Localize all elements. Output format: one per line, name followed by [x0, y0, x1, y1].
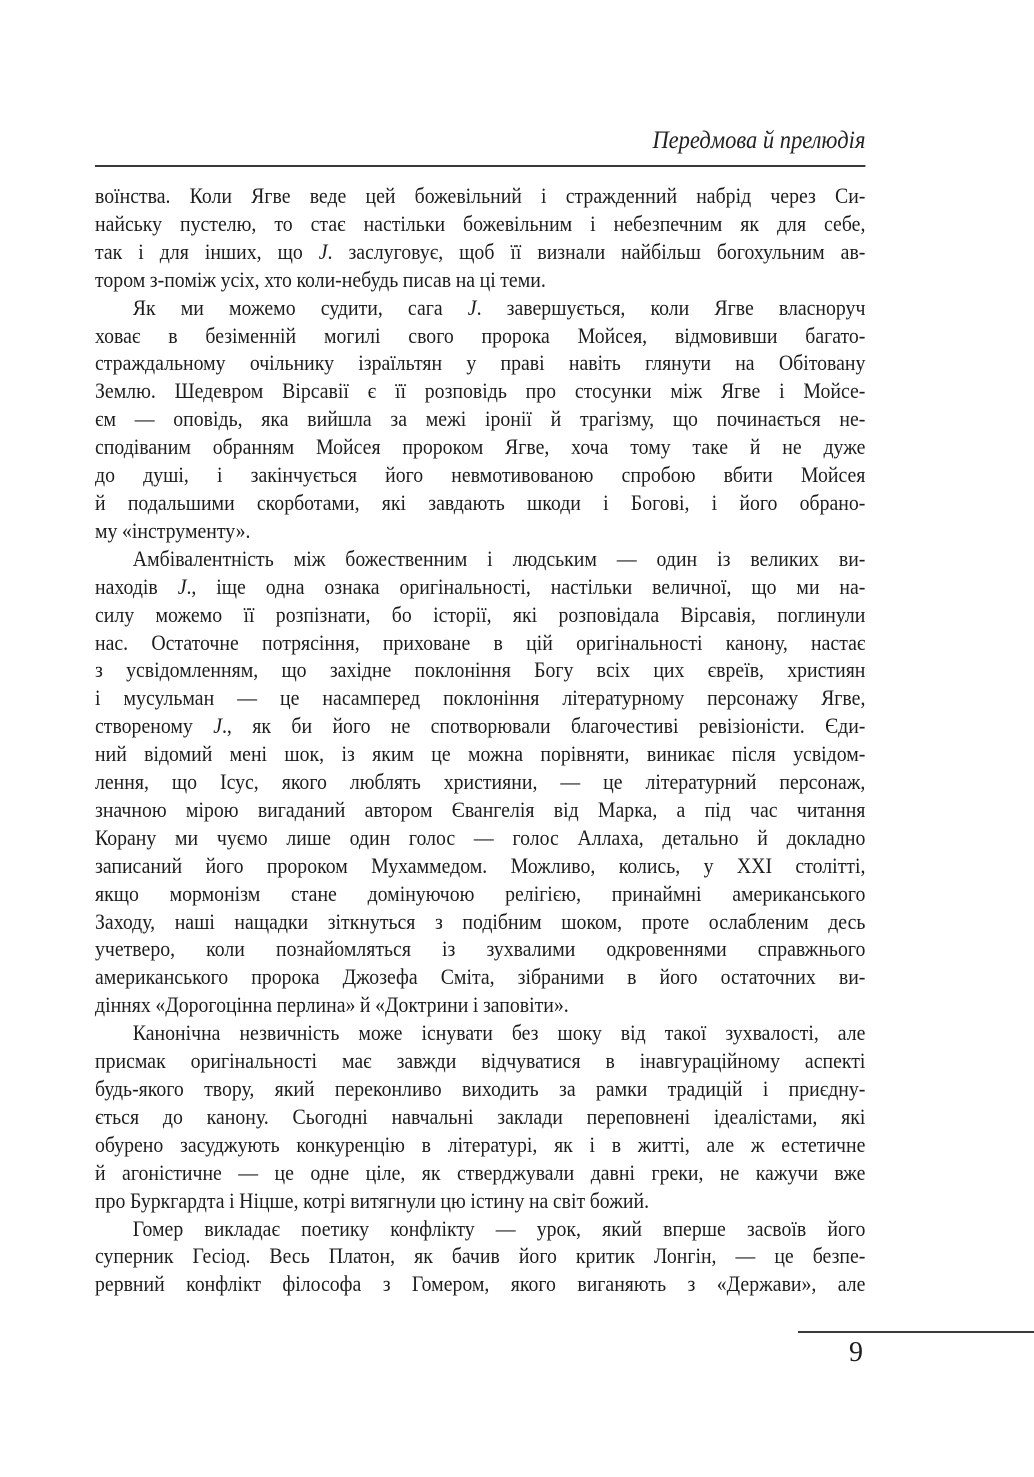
paragraph — [95, 294, 865, 545]
paragraph — [95, 1215, 865, 1299]
text-line: так і для інших, що J. заслуговує, щоб її визнали найбільш богохульним ав- — [95, 238, 866, 264]
header-rule — [95, 165, 865, 167]
paragraph — [95, 182, 865, 294]
text-line: Гомер викладає поетику конфлікту — урок, який вперше засвоїв його — [132, 1215, 866, 1241]
text-line: Корану ми чуємо лише один голос — голос Аллаха, детально й докладно — [95, 824, 866, 850]
page-body-text — [95, 182, 865, 1298]
text-line: воїнства. Коли Ягве веде цей божевільний і стражденний набрід через Си- — [95, 183, 866, 208]
text-line: нас. Остаточне потрясіння, приховане в цій оригінальності канону, настає — [95, 629, 866, 655]
text-line: й агоністичне — це одне ціле, як стверджували давні греки, не кажучи вже — [95, 1159, 866, 1185]
page-number: 9 — [849, 1337, 863, 1368]
text-line: найську пустелю, то стає настільки божевільним і небезпечним як для себе, — [95, 210, 866, 236]
text-line: находів J., іще одна ознака оригінальності, настільки величної, що ми на- — [95, 573, 866, 599]
paragraph — [95, 545, 865, 1019]
text-line: й подальшими скорботами, які завдають шкоди і Богові, і його обрано- — [95, 489, 866, 515]
text-line: записаний його пророком Мухаммедом. Можливо, колись, у XXI столітті, — [95, 852, 866, 878]
text-line: якщо мормонізм стане домінуючою релігією, принаймні американського — [95, 880, 866, 906]
paragraph — [95, 1019, 865, 1214]
text-block — [95, 0, 865, 1298]
text-line: тором з-поміж усіх, хто коли-небудь писав на ці теми. — [95, 266, 546, 292]
text-line: діннях «Дорогоцінна перлина» й «Доктрини і заповіти». — [95, 992, 569, 1018]
text-line: силу можемо її розпізнати, бо історії, які розповідала Вірсавія, поглинули — [95, 601, 866, 627]
text-line: му «інструменту». — [95, 517, 251, 543]
text-line: американського пророка Джозефа Сміта, зібраними в його остаточних ви- — [95, 964, 866, 990]
text-line: присмак оригінальності має завжди відчуватися в інавгураційному аспекті — [95, 1048, 866, 1074]
text-line: учетверо, коли познайомляться із зухвалими одкровеннями справжнього — [95, 936, 866, 962]
text-line: будь-якого твору, який переконливо виходить за рамки традицій і приєдну- — [95, 1076, 866, 1101]
running-header: Передмова й прелюдія — [652, 127, 866, 154]
text-line: про Буркгардта і Ніцше, котрі витягнули цю істину на світ божий. — [95, 1187, 650, 1213]
text-line: Канонічна незвичність може існувати без шоку від такої зухвалості, але — [132, 1020, 866, 1046]
text-line: лення, що Ісус, якого люблять християни, — це літературний персонаж, — [95, 769, 866, 795]
text-line: значною мірою вигаданий автором Євангелія від Марка, а під час читання — [95, 796, 866, 822]
text-line: ний відомий мені шок, із яким це можна порівняти, виникає після усвідом- — [95, 741, 866, 767]
text-line: єм — оповідь, яка вийшла за межі іронії й трагізму, що починається не- — [95, 406, 866, 432]
text-line: з усвідомленням, що західне поклоніння Богу всіх цих євреїв, християн — [95, 657, 866, 683]
text-line: Амбівалентність між божественним і людським — один із великих ви- — [132, 545, 866, 571]
text-line: ється до канону. Сьогодні навчальні заклади переповнені ідеалістами, які — [95, 1103, 866, 1129]
text-line: ховає в безіменній могилі свого пророка Мойсея, відмовивши багато- — [95, 322, 866, 348]
text-line: сподіваним обранням Мойсея пророком Ягве, хоча тому таке й не дуже — [95, 434, 866, 460]
text-line: створеному J., як би його не спотворювали благочестиві ревізіоністи. Єди- — [95, 713, 866, 739]
text-line: до душі, і закінчується його невмотивованою спробою вбити Мойсея — [95, 462, 866, 488]
text-line: рервний конфлікт філософа з Гомером, якого виганяють з «Держави», але — [95, 1271, 866, 1297]
text-line: Землю. Шедевром Вірсавії є її розповідь про стосунки між Ягве і Мойсе- — [95, 378, 866, 404]
text-line: Як ми можемо судити, сага J. завершується, коли Ягве власноруч — [132, 294, 866, 320]
text-line: і мусульман — це насамперед поклоніння літературному персонажу Ягве, — [95, 685, 866, 711]
footer-rule — [798, 1331, 1034, 1333]
text-line: обурено засуджують конкуренцію в літературі, як і в житті, але ж естетичне — [95, 1131, 866, 1157]
text-line: суперник Гесіод. Весь Платон, як бачив його критик Лонгін, — це безпе- — [95, 1243, 866, 1269]
text-line: Заходу, наші нащадки зіткнуться з подібним шоком, проте ослабленим десь — [95, 908, 866, 934]
text-line: страждальному очільнику ізраїльтян у праві навіть глянути на Обітовану — [95, 350, 866, 376]
